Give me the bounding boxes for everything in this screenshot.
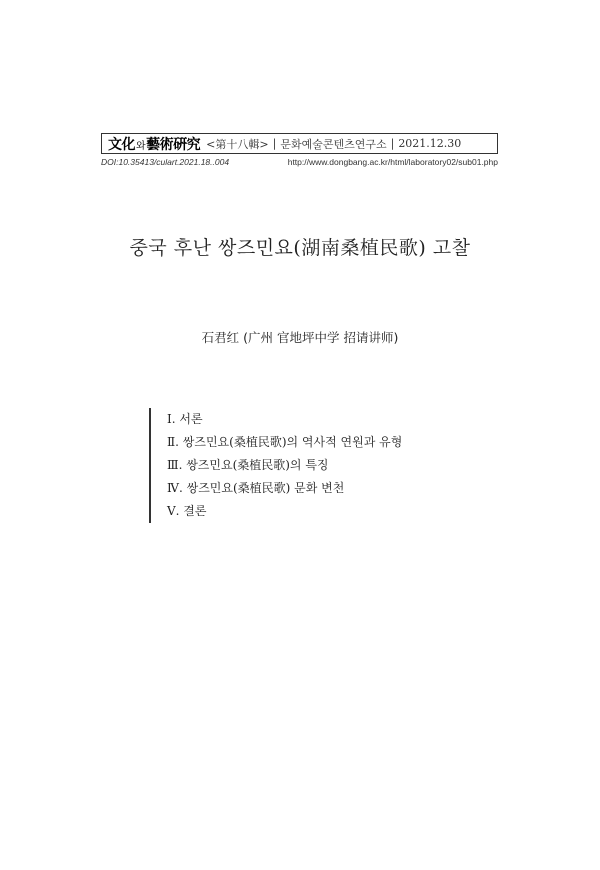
url-link[interactable]: http://www.dongbang.ac.kr/html/laboratory02/sub01.php — [287, 157, 498, 167]
journal-name-connector: 와 — [136, 140, 146, 152]
journal-name-part1: 文化 — [108, 136, 135, 153]
toc-item-4: Ⅳ. 쌍즈민요(桑植民歌) 문화 변천 — [167, 481, 345, 495]
journal-name-part2: 藝術硏究 — [146, 136, 201, 153]
author-line: 石君红 (广州 官地坪中学 招请讲师) — [201, 330, 399, 345]
header-separator: | — [272, 137, 277, 150]
institute-name: 문화예술콘텐츠연구소 — [280, 137, 387, 151]
toc-item-2: Ⅱ. 쌍즈민요(桑植民歌)의 역사적 연원과 유형 — [167, 435, 403, 449]
journal-header-box — [101, 133, 498, 154]
meta-line — [101, 157, 498, 167]
table-of-contents — [149, 408, 402, 523]
publication-date: 2021.12.30 — [398, 137, 462, 150]
journal-name — [108, 134, 200, 154]
issue-number: <第十八輯> — [206, 137, 269, 151]
toc-item-3: Ⅲ. 쌍즈민요(桑植民歌)의 특징 — [167, 458, 329, 472]
toc-item-5: Ⅴ. 결론 — [167, 504, 207, 518]
toc-item-1: Ⅰ. 서론 — [167, 412, 203, 426]
doi-text: DOI:10.35413/culart.2021.18..004 — [101, 157, 230, 167]
article-title: 중국 후난 쌍즈민요(湖南桑植民歌) 고찰 — [129, 237, 471, 259]
header-separator: | — [390, 137, 395, 150]
